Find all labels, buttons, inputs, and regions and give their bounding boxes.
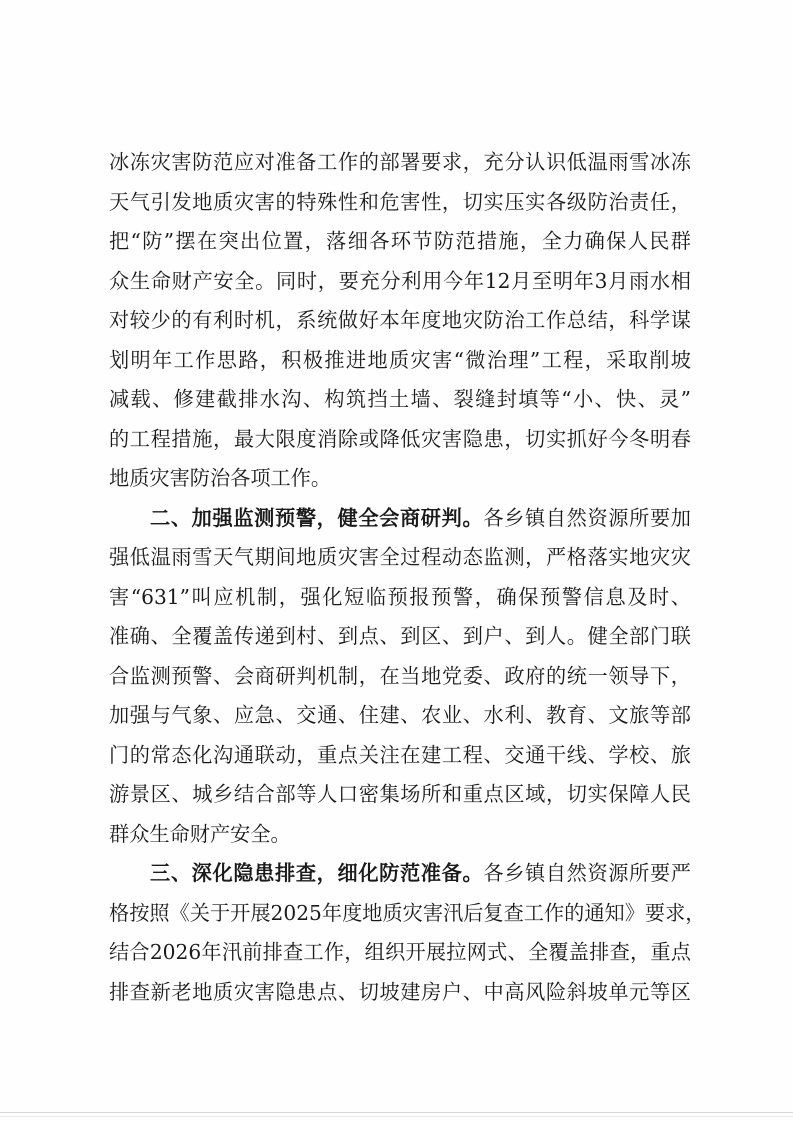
body-line: 结合2026年汛前排查工作，组织开展拉网式、全覆盖排查，重点 — [109, 940, 691, 964]
section-2-heading: 二、加强监测预警，健全会商研判。 — [150, 505, 484, 530]
section-3-paragraph — [109, 854, 706, 1012]
body-line: 众生命财产安全。同时，要充分利用今年12月至明年3月雨水相 — [109, 268, 691, 293]
section-3-first-line-text: 各乡镇自然资源所要严 — [483, 861, 691, 885]
body-line: 的工程措施，最大限度消除或降低灾害隐患，切实抓好今冬明春 — [109, 426, 691, 451]
body-line: 天气引发地质灾害的特殊性和危害性，切实压实各级防治责任， — [109, 189, 691, 214]
body-line: 强低温雨雪天气期间地质灾害全过程动态监测，严格落实地灾灾 — [109, 545, 691, 569]
section-2-paragraph — [109, 499, 691, 855]
body-line: 把“防”摆在突出位置，落细各环节防范措施，全力确保人民群 — [109, 229, 691, 253]
section-2-first-line-text: 各乡镇自然资源所要加 — [483, 505, 691, 530]
body-line: 格按照《关于开展2025年度地质灾害汛后复查工作的通知》要求， — [109, 900, 706, 925]
body-line: 准确、全覆盖传递到村、到点、到区、到户、到人。健全部门联 — [109, 624, 691, 648]
body-line: 门的常态化沟通联动，重点关注在建工程、交通干线、学校、旅 — [109, 742, 691, 767]
section-3-first-line — [109, 854, 691, 894]
body-line: 减载、修建截排水沟、构筑挡土墙、裂缝封填等“小、快、灵” — [109, 387, 691, 411]
body-line: 合监测预警、会商研判机制，在当地党委、政府的统一领导下， — [109, 663, 691, 688]
section-2-first-line — [109, 499, 691, 539]
body-line: 加强与气象、应急、交通、住建、农业、水利、教育、文旅等部 — [109, 703, 691, 727]
section-3-heading: 三、深化隐患排查，细化防范准备。 — [150, 861, 484, 885]
body-line: 地质灾害防治各项工作。 — [109, 466, 332, 490]
document-body — [109, 143, 706, 1012]
body-line: 游景区、城乡结合部等人口密集场所和重点区域，切实保障人民 — [109, 782, 691, 806]
body-line: 群众生命财产安全。 — [109, 821, 291, 846]
body-line: 害“631”叫应机制，强化短临预报预警，确保预警信息及时、 — [109, 584, 691, 609]
body-line: 排查新老地质灾害隐患点、切坡建房户、中高风险斜坡单元等区 — [109, 979, 691, 1004]
body-line: 划明年工作思路，积极推进地质灾害“微治理”工程，采取削坡 — [109, 347, 691, 372]
scan-edge-line — [0, 1112, 793, 1113]
body-line: 冰冻灾害防范应对准备工作的部署要求，充分认识低温雨雪冰冻 — [109, 150, 691, 174]
body-line: 对较少的有利时机，系统做好本年度地灾防治工作总结，科学谋 — [109, 308, 691, 332]
scan-edge-line — [0, 1116, 793, 1117]
